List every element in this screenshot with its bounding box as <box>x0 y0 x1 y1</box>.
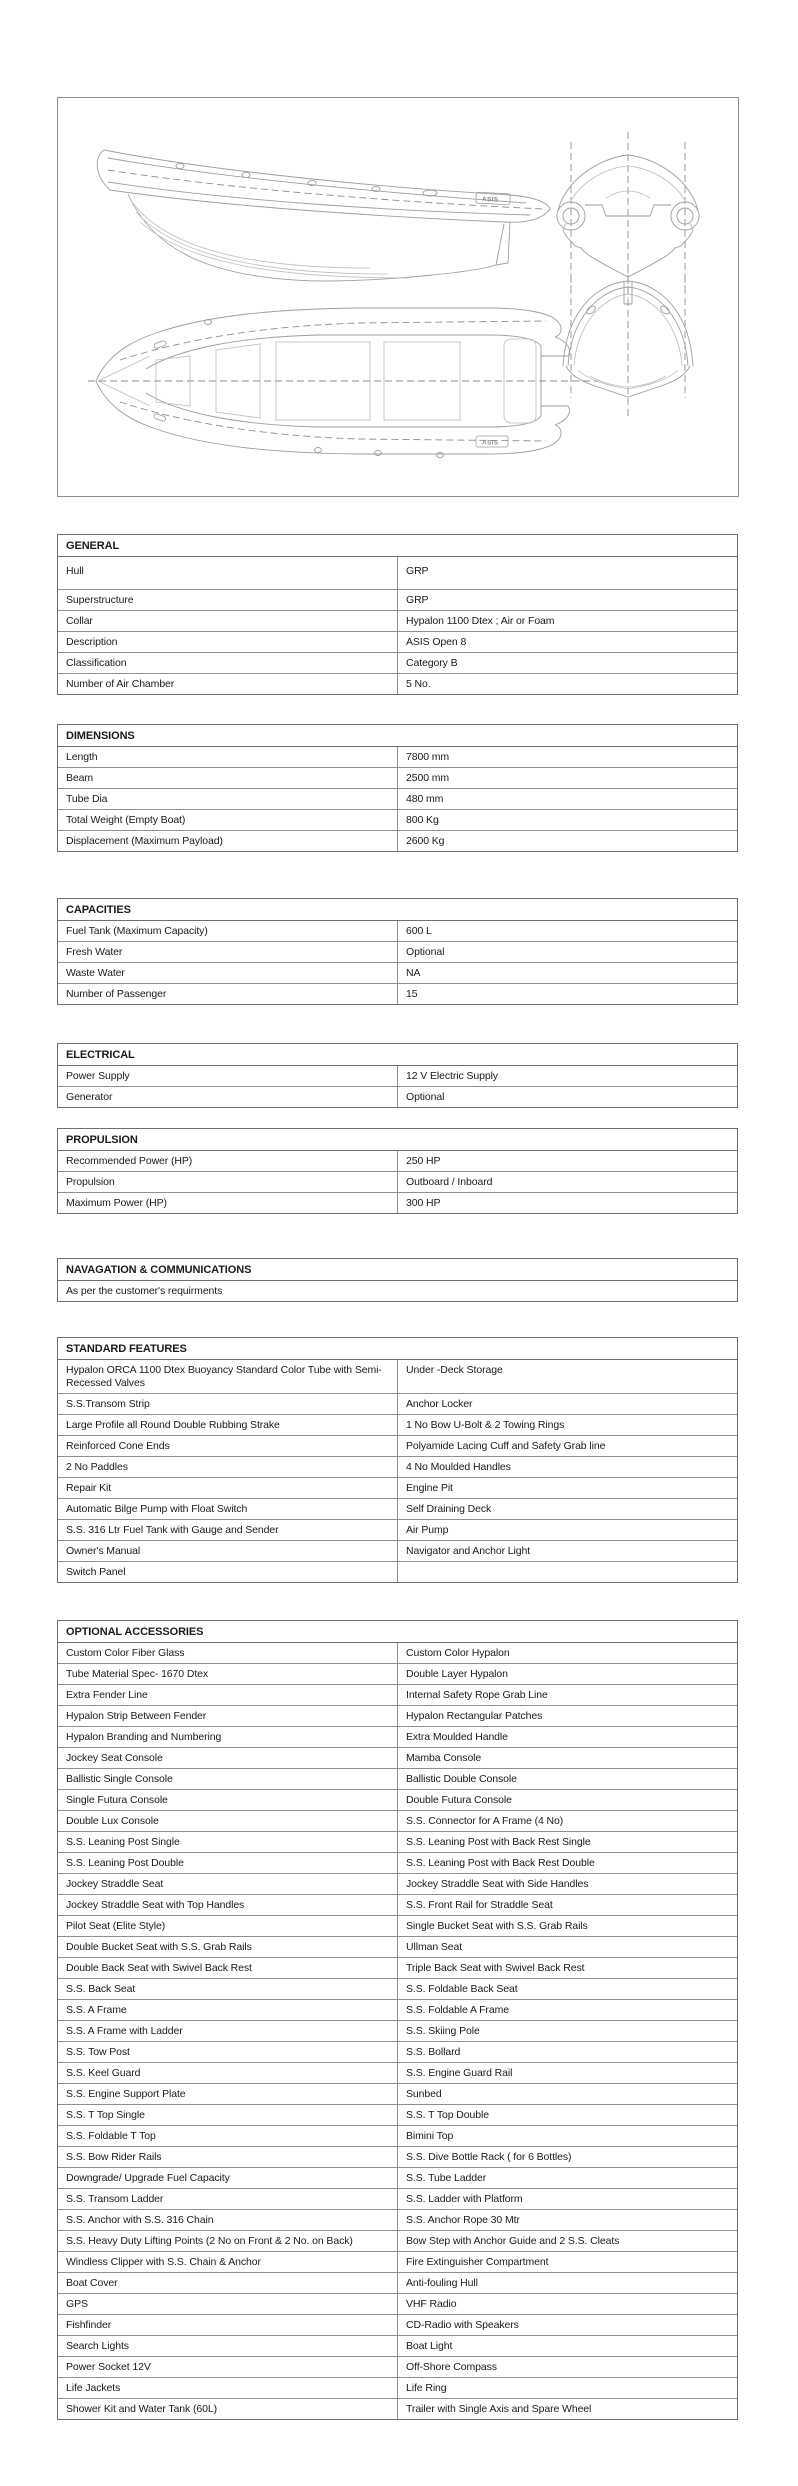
table-row <box>58 810 737 831</box>
table-cell: Ballistic Double Console <box>406 1773 517 1785</box>
table-row <box>58 2000 737 2021</box>
table-cell: Beam <box>58 768 398 788</box>
table-body-optional-accessories <box>58 1643 737 2419</box>
table-cell: Power Supply <box>58 1066 398 1086</box>
asis-logo-plan <box>476 436 508 447</box>
table-cell: Superstructure <box>58 590 398 610</box>
table-row <box>58 611 737 632</box>
table-cell: 5 No. <box>406 678 431 690</box>
table-cell: Collar <box>58 611 398 631</box>
table-cell: Pilot Seat (Elite Style) <box>58 1916 398 1936</box>
table-cell: Boat Cover <box>58 2273 398 2293</box>
table-row <box>58 1790 737 1811</box>
table-cell: S.S. Bollard <box>406 2046 461 2058</box>
table-row <box>58 1811 737 1832</box>
bow-section-view <box>563 266 693 416</box>
table-row <box>58 2042 737 2063</box>
table-cell: Navigator and Anchor Light <box>406 1545 531 1557</box>
table-row <box>58 1748 737 1769</box>
table-optional-accessories <box>57 1620 738 2420</box>
table-cell: Windless Clipper with S.S. Chain & Anchor <box>58 2252 398 2272</box>
table-row <box>58 1664 737 1685</box>
table-title-propulsion: PROPULSION <box>58 1129 737 1151</box>
table-cell: GRP <box>406 594 429 606</box>
table-row <box>58 2357 737 2378</box>
table-cell: S.S. Front Rail for Straddle Seat <box>406 1899 553 1911</box>
table-row <box>58 1193 737 1213</box>
side-profile-view <box>97 150 550 281</box>
table-cell: VHF Radio <box>406 2298 457 2310</box>
table-cell: Custom Color Fiber Glass <box>58 1643 398 1663</box>
svg-text:ASIS: ASIS <box>482 439 499 447</box>
table-cell: Hypalon Branding and Numbering <box>58 1727 398 1747</box>
table-cell: Life Jackets <box>58 2378 398 2398</box>
table-cell: Switch Panel <box>58 1562 398 1582</box>
table-cell: Boat Light <box>406 2340 453 2352</box>
table-cell: Generator <box>58 1087 398 1107</box>
table-cell: S.S. Engine Support Plate <box>58 2084 398 2104</box>
table-row <box>58 1727 737 1748</box>
table-cell: Description <box>58 632 398 652</box>
table-cell: Off-Shore Compass <box>406 2361 497 2373</box>
table-cell: Trailer with Single Axis and Spare Wheel <box>406 2403 592 2415</box>
table-cell: Mamba Console <box>406 1752 482 1764</box>
table-title-general: GENERAL <box>58 535 737 557</box>
table-cell: Maximum Power (HP) <box>58 1193 398 1213</box>
table-cell: Fresh Water <box>58 942 398 962</box>
boat-line-drawing <box>58 98 740 498</box>
table-cell: Waste Water <box>58 963 398 983</box>
table-cell: S.S. Dive Bottle Rack ( for 6 Bottles) <box>406 2151 572 2163</box>
table-row <box>58 2105 737 2126</box>
table-cell: S.S. A Frame with Ladder <box>58 2021 398 2041</box>
table-cell: S.S. Leaning Post Double <box>58 1853 398 1873</box>
table-row <box>58 2126 737 2147</box>
table-cell: Life Ring <box>406 2382 447 2394</box>
table-title-capacities: CAPACITIES <box>58 899 737 921</box>
table-cell: Reinforced Cone Ends <box>58 1436 398 1456</box>
table-cell: Large Profile all Round Double Rubbing Strake <box>58 1415 398 1435</box>
table-row <box>58 831 737 851</box>
table-cell: S.S. Tube Ladder <box>406 2172 487 2184</box>
table-row <box>58 2273 737 2294</box>
table-cell: Classification <box>58 653 398 673</box>
table-cell: S.S. A Frame <box>58 2000 398 2020</box>
table-cell: Automatic Bilge Pump with Float Switch <box>58 1499 398 1519</box>
table-row <box>58 789 737 810</box>
table-row <box>58 1916 737 1937</box>
table-row <box>58 2063 737 2084</box>
table-cell: S.S. Leaning Post Single <box>58 1832 398 1852</box>
table-cell: Tube Material Spec- 1670 Dtex <box>58 1664 398 1684</box>
table-cell: Jockey Seat Console <box>58 1748 398 1768</box>
table-row <box>58 1874 737 1895</box>
svg-text:ASIS: ASIS <box>481 195 499 204</box>
table-cell: 2600 Kg <box>406 835 445 847</box>
table-cell: Downgrade/ Upgrade Fuel Capacity <box>58 2168 398 2188</box>
table-cell: Fishfinder <box>58 2315 398 2335</box>
table-row <box>58 1415 737 1436</box>
table-title-standard-features: STANDARD FEATURES <box>58 1338 737 1360</box>
table-row <box>58 1853 737 1874</box>
table-cell: Hypalon ORCA 1100 Dtex Buoyancy Standard Color Tube with Semi-Recessed Valves <box>58 1360 398 1393</box>
table-cell: Double Layer Hypalon <box>406 1668 508 1680</box>
table-body-propulsion <box>58 1151 737 1213</box>
table-cell: Hypalon Rectangular Patches <box>406 1710 543 1722</box>
table-cell: S.S. Leaning Post with Back Rest Double <box>406 1857 595 1869</box>
table-row <box>58 2399 737 2419</box>
table-cell: Jockey Straddle Seat <box>58 1874 398 1894</box>
table-cell: S.S. Skiing Pole <box>406 2025 480 2037</box>
table-cell: S.S. Bow Rider Rails <box>58 2147 398 2167</box>
table-body-general <box>58 557 737 694</box>
table-title-navigation: NAVAGATION & COMMUNICATIONS <box>58 1259 737 1281</box>
table-cell: Ballistic Single Console <box>58 1769 398 1789</box>
table-row <box>58 1172 737 1193</box>
table-row <box>58 1478 737 1499</box>
table-row <box>58 1394 737 1415</box>
table-row <box>58 1895 737 1916</box>
table-cell: S.S. Anchor with S.S. 316 Chain <box>58 2210 398 2230</box>
transom-section-view <box>557 132 699 298</box>
table-cell: Jockey Straddle Seat with Side Handles <box>406 1878 589 1890</box>
table-title-dimensions: DIMENSIONS <box>58 725 737 747</box>
table-cell: Total Weight (Empty Boat) <box>58 810 398 830</box>
table-cell: Shower Kit and Water Tank (60L) <box>58 2399 398 2419</box>
table-row <box>58 747 737 768</box>
table-cell: Tube Dia <box>58 789 398 809</box>
table-row <box>58 2147 737 2168</box>
table-row <box>58 1499 737 1520</box>
table-cell: 600 L <box>406 925 432 937</box>
table-row <box>58 1643 737 1664</box>
table-row <box>58 674 737 694</box>
table-cell: Owner's Manual <box>58 1541 398 1561</box>
table-cell: Double Lux Console <box>58 1811 398 1831</box>
table-cell: Extra Moulded Handle <box>406 1731 508 1743</box>
table-cell: 4 No Moulded Handles <box>406 1461 511 1473</box>
table-cell: 15 <box>406 988 418 1000</box>
table-cell: Double Bucket Seat with S.S. Grab Rails <box>58 1937 398 1957</box>
table-navigation-communications <box>57 1258 738 1302</box>
table-row <box>58 1685 737 1706</box>
table-cell: As per the customer's requirments <box>66 1285 223 1297</box>
table-row <box>58 1436 737 1457</box>
table-cell: CD-Radio with Speakers <box>406 2319 519 2331</box>
table-row <box>58 768 737 789</box>
table-row <box>58 2168 737 2189</box>
table-cell: Internal Safety Rope Grab Line <box>406 1689 548 1701</box>
table-cell: S.S. Back Seat <box>58 1979 398 1999</box>
table-cell: Ullman Seat <box>406 1941 463 1953</box>
table-cell: Recommended Power (HP) <box>58 1151 398 1171</box>
table-cell: 250 HP <box>406 1155 441 1167</box>
table-row <box>58 1706 737 1727</box>
table-cell: Search Lights <box>58 2336 398 2356</box>
table-row <box>58 2231 737 2252</box>
table-cell: Polyamide Lacing Cuff and Safety Grab line <box>406 1440 606 1452</box>
table-standard-features <box>57 1337 738 1583</box>
table-cell: 300 HP <box>406 1197 441 1209</box>
table-cell: 800 Kg <box>406 814 439 826</box>
table-cell: Outboard / Inboard <box>406 1176 493 1188</box>
table-propulsion <box>57 1128 738 1214</box>
table-cell: Fire Extinguisher Compartment <box>406 2256 549 2268</box>
table-row <box>58 2210 737 2231</box>
table-cell: 7800 mm <box>406 751 450 763</box>
table-row <box>58 632 737 653</box>
table-cell: GRP <box>406 565 429 577</box>
table-cell: ASIS Open 8 <box>406 636 467 648</box>
table-row <box>58 2336 737 2357</box>
table-cell: 1 No Bow U-Bolt & 2 Towing Rings <box>406 1419 565 1431</box>
table-cell: S.S. Transom Ladder <box>58 2189 398 2209</box>
table-cell: NA <box>406 967 421 979</box>
table-cell: S.S. 316 Ltr Fuel Tank with Gauge and Sender <box>58 1520 398 1540</box>
table-body-dimensions <box>58 747 737 851</box>
table-cell: Length <box>58 747 398 767</box>
table-cell: S.S. Ladder with Platform <box>406 2193 523 2205</box>
table-row <box>58 1769 737 1790</box>
table-cell: 480 mm <box>406 793 444 805</box>
table-cell: 2 No Paddles <box>58 1457 398 1477</box>
table-cell: Extra Fender Line <box>58 1685 398 1705</box>
table-row <box>58 1087 737 1107</box>
table-row <box>58 1151 737 1172</box>
table-row <box>58 1281 737 1301</box>
table-capacities <box>57 898 738 1005</box>
table-row <box>58 2294 737 2315</box>
table-row <box>58 1562 737 1582</box>
table-cell: Bimini Top <box>406 2130 454 2142</box>
table-row <box>58 1520 737 1541</box>
table-cell: S.S. Connector for A Frame (4 No) <box>406 1815 564 1827</box>
table-row <box>58 1066 737 1087</box>
table-cell: Power Socket 12V <box>58 2357 398 2377</box>
table-body-navigation <box>58 1281 737 1301</box>
table-title-electrical: ELECTRICAL <box>58 1044 737 1066</box>
table-cell: Repair Kit <box>58 1478 398 1498</box>
table-cell: Single Futura Console <box>58 1790 398 1810</box>
table-cell: Displacement (Maximum Payload) <box>58 831 398 851</box>
table-row <box>58 1937 737 1958</box>
table-electrical <box>57 1043 738 1108</box>
table-cell: Fuel Tank (Maximum Capacity) <box>58 921 398 941</box>
table-body-capacities <box>58 921 737 1004</box>
table-cell: 2500 mm <box>406 772 450 784</box>
table-row <box>58 2252 737 2273</box>
table-cell: Jockey Straddle Seat with Top Handles <box>58 1895 398 1915</box>
table-cell: S.S. T Top Single <box>58 2105 398 2125</box>
plan-view <box>88 308 598 458</box>
table-cell: Hypalon 1100 Dtex ; Air or Foam <box>406 615 555 627</box>
table-cell: S.S. Foldable T Top <box>58 2126 398 2146</box>
table-row <box>58 921 737 942</box>
table-cell: Double Futura Console <box>406 1794 512 1806</box>
table-cell: Category B <box>406 657 458 669</box>
table-cell: Self Draining Deck <box>406 1503 492 1515</box>
table-dimensions <box>57 724 738 852</box>
table-row <box>58 590 737 611</box>
table-cell: GPS <box>58 2294 398 2314</box>
table-cell: Number of Passenger <box>58 984 398 1004</box>
table-row <box>58 2084 737 2105</box>
table-cell <box>398 1562 737 1582</box>
table-row <box>58 2315 737 2336</box>
table-cell: Air Pump <box>406 1524 449 1536</box>
table-cell: Single Bucket Seat with S.S. Grab Rails <box>406 1920 588 1932</box>
table-cell: Hypalon Strip Between Fender <box>58 1706 398 1726</box>
table-row <box>58 1541 737 1562</box>
table-cell: S.S. T Top Double <box>406 2109 489 2121</box>
table-cell: 12 V Electric Supply <box>406 1070 498 1082</box>
table-cell: S.S. Foldable Back Seat <box>406 1983 518 1995</box>
table-row <box>58 1958 737 1979</box>
table-cell: Triple Back Seat with Swivel Back Rest <box>406 1962 585 1974</box>
table-cell: Hull <box>58 557 398 589</box>
table-cell: S.S. Keel Guard <box>58 2063 398 2083</box>
table-row <box>58 1360 737 1394</box>
table-row <box>58 2189 737 2210</box>
table-cell: Optional <box>406 946 445 958</box>
table-row <box>58 984 737 1004</box>
table-cell: S.S. Heavy Duty Lifting Points (2 No on Front & 2 No. on Back) <box>58 2231 398 2251</box>
table-row <box>58 557 737 590</box>
table-cell: Bow Step with Anchor Guide and 2 S.S. Cleats <box>406 2235 620 2247</box>
table-row <box>58 963 737 984</box>
table-cell: S.S. Foldable A Frame <box>406 2004 509 2016</box>
table-cell: Under -Deck Storage <box>406 1364 503 1376</box>
table-general <box>57 534 738 695</box>
table-cell: Number of Air Chamber <box>58 674 398 694</box>
table-cell: Anchor Locker <box>406 1398 473 1410</box>
table-row <box>58 2378 737 2399</box>
table-row <box>58 942 737 963</box>
table-cell: S.S. Engine Guard Rail <box>406 2067 513 2079</box>
table-cell: Optional <box>406 1091 445 1103</box>
table-cell: S.S. Anchor Rope 30 Mtr <box>406 2214 520 2226</box>
table-row <box>58 1979 737 2000</box>
table-row <box>58 1832 737 1853</box>
table-cell: Double Back Seat with Swivel Back Rest <box>58 1958 398 1978</box>
table-title-optional-accessories: OPTIONAL ACCESSORIES <box>58 1621 737 1643</box>
table-row <box>58 2021 737 2042</box>
table-cell: Anti-fouling Hull <box>406 2277 478 2289</box>
table-cell: Custom Color Hypalon <box>406 1647 510 1659</box>
table-row <box>58 653 737 674</box>
table-cell: S.S. Leaning Post with Back Rest Single <box>406 1836 591 1848</box>
table-cell: Sunbed <box>406 2088 442 2100</box>
table-cell: Propulsion <box>58 1172 398 1192</box>
table-cell: S.S.Transom Strip <box>58 1394 398 1414</box>
table-body-standard-features <box>58 1360 737 1582</box>
technical-drawing-panel <box>57 97 739 497</box>
table-cell: Engine Pit <box>406 1482 453 1494</box>
table-body-electrical <box>58 1066 737 1107</box>
table-row <box>58 1457 737 1478</box>
table-cell: S.S. Tow Post <box>58 2042 398 2062</box>
